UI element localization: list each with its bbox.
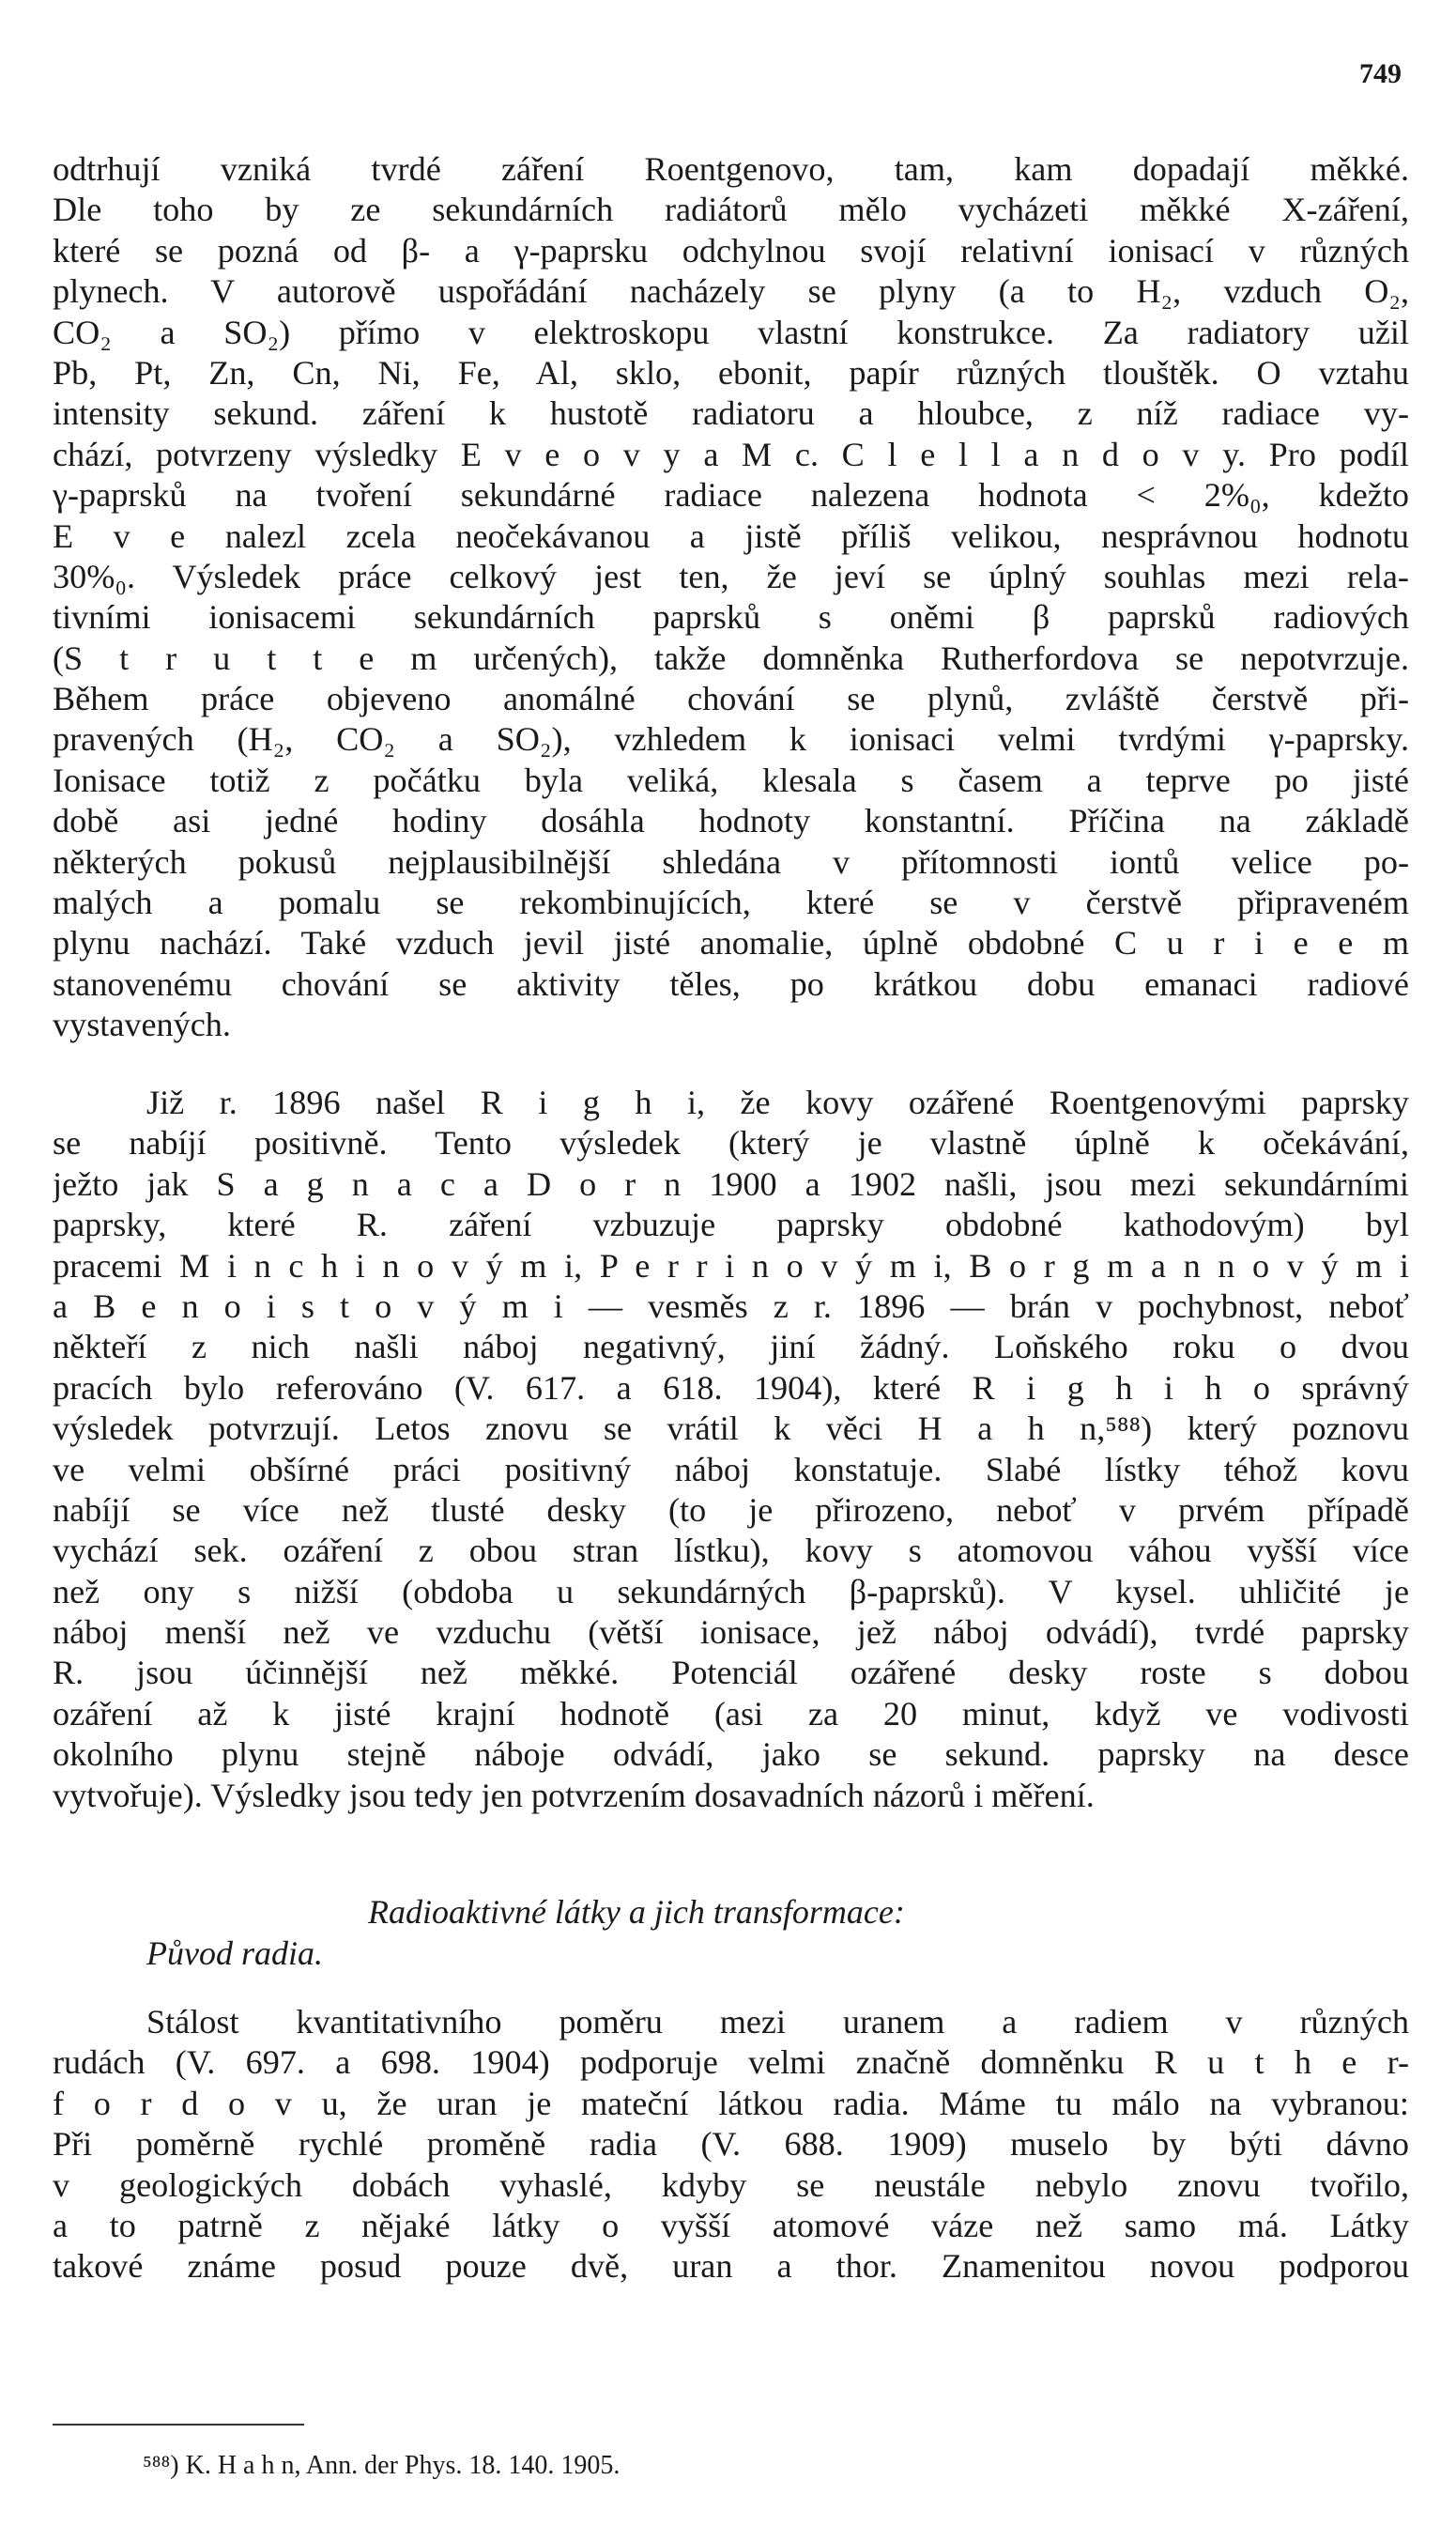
text-line: než ony s nižší (obdoba u sekundárných β-paprsků). V kysel. uhličité je xyxy=(53,1572,1409,1610)
text-line: pravených (H₂, CO₂ a SO₂), vzhledem k ionisaci velmi tvrdými γ-paprsky. xyxy=(53,720,1409,759)
text-line: pracích bylo referováno (V. 617. a 618. 1904), které R i g h i h o správný xyxy=(53,1368,1409,1407)
text-line: ozáření až k jisté krajní hodnotě (asi za 20 minut, když ve vodivosti xyxy=(53,1694,1409,1733)
page-number: 749 xyxy=(1359,58,1402,89)
text-line: době asi jedné hodiny dosáhla hodnoty konstantní. Příčina na základě xyxy=(53,802,1409,840)
footnote: ⁵⁸⁸) K. H a h n, Ann. der Phys. 18. 140. 1905. xyxy=(143,2451,621,2480)
text-line: okolního plynu stejně náboje odvádí, jako se sekund. paprsky na desce xyxy=(53,1735,1409,1774)
text-line: takové známe posud pouze dvě, uran a thor. Znamenitou novou podporou xyxy=(53,2247,1409,2286)
text-line: rudách (V. 697. a 698. 1904) podporuje velmi značně domněnku R u t h e r- xyxy=(53,2043,1409,2082)
text-line: CO₂ a SO₂) přímo v elektroskopu vlastní konstrukce. Za radiatory užil xyxy=(53,313,1409,351)
text-line: plynu nachází. Také vzduch jevil jisté anomalie, úplně obdobné C u r i e e m xyxy=(53,924,1409,963)
text-line: se nabíjí positivně. Tento výsledek (který je vlastně úplně k očekávání, xyxy=(53,1124,1409,1163)
text-line: některých pokusů nejplausibilnější shledána v přítomnosti iontů velice po- xyxy=(53,842,1409,881)
text-line: γ-paprsků na tvoření sekundárné radiace nalezena hodnota < 2%₀, kdežto xyxy=(53,476,1409,515)
text-line: pracemi M i n c h i n o v ý m i, P e r r i n o v ý m i, B o r g m a n n o v ý m i xyxy=(53,1246,1409,1285)
text-line: Během práce objeveno anomálné chování se plynů, zvláště čerstvě při- xyxy=(53,680,1409,718)
paragraph-3 xyxy=(53,2002,1409,2287)
text-line: Stálost kvantitativního poměru mezi uranem a radiem v různých xyxy=(146,2003,1409,2041)
text-line: paprsky, které R. záření vzbuzuje paprsky obdobné kathodovým) byl xyxy=(53,1206,1409,1244)
text-line: Ionisace totiž z počátku byla veliká, klesala s časem a teprve po jisté xyxy=(53,761,1409,799)
text-line: Dle toho by ze sekundárních radiátorů mělo vycházeti měkké X-záření, xyxy=(53,191,1409,229)
text-line: vychází sek. ozáření z obou stran lístku), kovy s atomovou váhou vyšší více xyxy=(53,1532,1409,1570)
text-line: Při poměrně rychlé proměně radia (V. 688. 1909) muselo by býti dávno xyxy=(53,2125,1409,2164)
text-line: v geologických dobách vyhaslé, kdyby se neustále nebylo znovu tvořilo, xyxy=(53,2165,1409,2204)
text-line: 30%₀. Výsledek práce celkový jest ten, že jeví se úplný souhlas mezi rela- xyxy=(53,557,1409,595)
text-line: ve velmi obšírné práci positivný náboj konstatuje. Slabé lístky téhož kovu xyxy=(53,1450,1409,1488)
text-line: chází, potvrzeny výsledky E v e o v y a M c. C l e l l a n d o v y. Pro podíl xyxy=(53,435,1409,473)
section-heading: Radioaktivné látky a jich transformace: xyxy=(368,1893,905,1931)
text-line: někteří z nich našli náboj negativný, jiní žádný. Loňského roku o dvou xyxy=(53,1328,1409,1366)
text-line: stanovenému chování se aktivity těles, po krátkou dobu emanaci radiové xyxy=(53,964,1409,1003)
section-heading-block xyxy=(53,1891,1409,1974)
section-subheading: Původ radia. xyxy=(146,1934,323,1972)
text-line: vystavených. xyxy=(53,1006,231,1044)
text-line: Již r. 1896 našel R i g h i, že kovy ozářené Roentgenovými paprsky xyxy=(146,1084,1409,1121)
text-line: malých a pomalu se rekombinujících, které se v čerstvě připraveném xyxy=(53,884,1409,922)
text-line: tivními ionisacemi sekundárních paprsků s oněmi β paprsků radiových xyxy=(53,598,1409,637)
footnote-divider xyxy=(53,2424,304,2426)
text-line: výsledek potvrzují. Letos znovu se vrátil k věci H a h n,⁵⁸⁸) který poznovu xyxy=(53,1409,1409,1448)
text-line: E v e nalezl zcela neočekávanou a jistě příliš velikou, nesprávnou hodnotu xyxy=(53,516,1409,555)
text-line: a to patrně z nějaké látky o vyšší atomové váze než samo má. Látky xyxy=(53,2206,1409,2244)
text-line: vytvořuje). Výsledky jsou tedy jen potvrzením dosavadních názorů i měření. xyxy=(53,1776,1095,1814)
text-line: náboj menší než ve vzduchu (větší ionisace, jež náboj odvádí), tvrdé paprsky xyxy=(53,1613,1409,1652)
text-line: a B e n o i s t o v ý m i — vesměs z r. 1896 — brán v pochybnost, neboť xyxy=(53,1286,1409,1325)
text-line: odtrhují vzniká tvrdé záření Roentgenovo, tam, kam dopadají měkké. xyxy=(53,150,1409,188)
text-line: Pb, Pt, Zn, Cn, Ni, Fe, Al, sklo, ebonit, papír různých tlouštěk. O vztahu xyxy=(53,353,1409,392)
text-line: ježto jak S a g n a c a D o r n 1900 a 1902 našli, jsou mezi sekundárními xyxy=(53,1164,1409,1203)
text-line: nabíjí se více než tlusté desky (to je přirozeno, neboť v prvém případě xyxy=(53,1490,1409,1529)
paragraph-2 xyxy=(53,1083,1409,1816)
text-line: plynech. V autorově uspořádání nacházely se plyny (a to H₂, vzduch O₂, xyxy=(53,272,1409,311)
text-line: (S t r u t t e m určených), takže domněnka Rutherfordova se nepotvrzuje. xyxy=(53,639,1409,677)
text-line: intensity sekund. záření k hustotě radiatoru a hloubce, z níž radiace vy- xyxy=(53,394,1409,433)
paragraph-1 xyxy=(53,149,1409,1046)
text-line: f o r d o v u, že uran je mateční látkou radia. Máme tu málo na vybranou: xyxy=(53,2084,1409,2122)
text-line: R. jsou účinnější než měkké. Potenciál ozářené desky roste s dobou xyxy=(53,1654,1409,1692)
text-line: které se pozná od β- a γ-paprsku odchylnou svojí relativní ionisací v různých xyxy=(53,231,1409,270)
